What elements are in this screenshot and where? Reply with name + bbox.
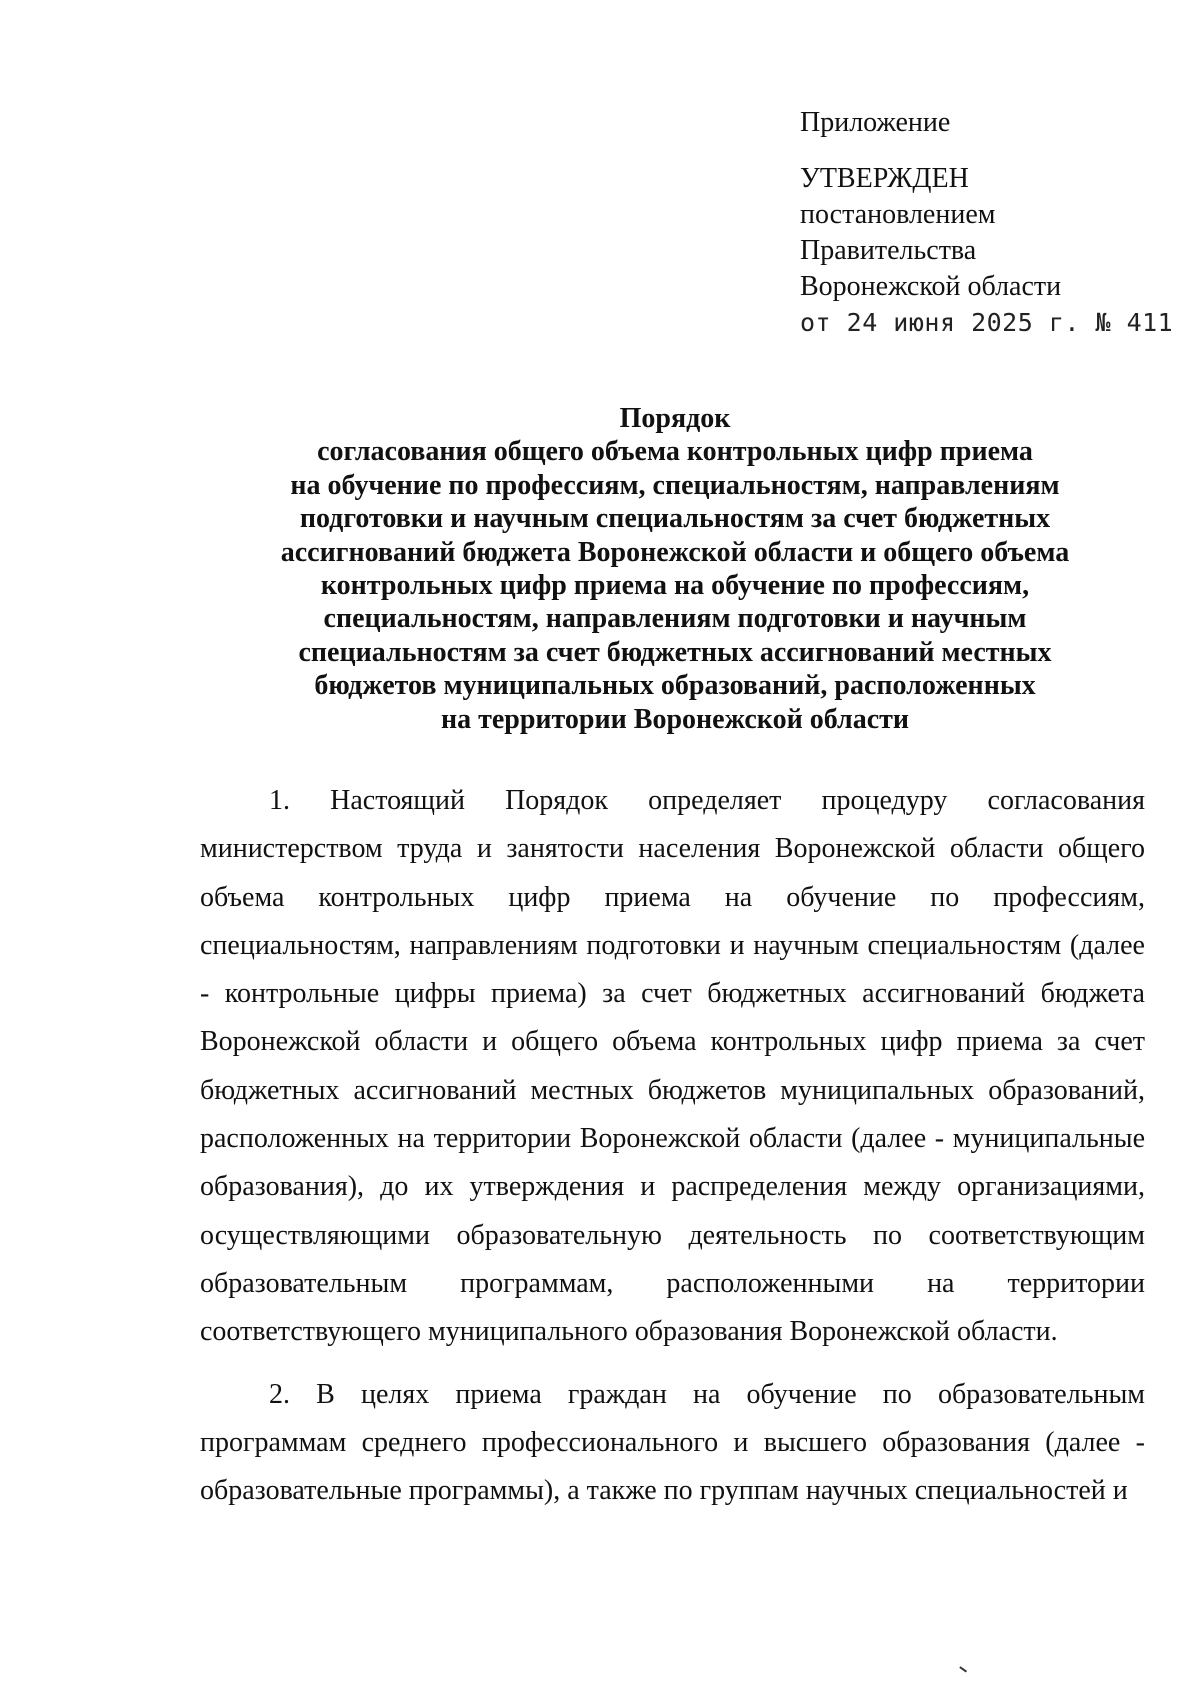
title-line-3: подготовки и научным специальностям за счет бюджетных — [299, 503, 1051, 535]
scan-mark — [957, 1666, 967, 1676]
approval-line-2: Правительства — [800, 235, 977, 266]
approval-date-number: от 24 июня 2025 г. № 411 — [800, 308, 1174, 337]
title-line-1: согласования общего объема контрольных цифр приема — [317, 436, 1033, 468]
title-line-9: на территории Воронежской области — [440, 703, 910, 735]
approval-line-1: постановлением — [800, 199, 996, 230]
document-body — [200, 777, 1145, 1529]
approval-line-3: Воронежской области — [800, 271, 1062, 302]
paragraph-1: 1. Настоящий Порядок определяет процедуру согласования министерством труда и занятости населения Воронежской области общего объема контрольных цифр приема на обучение по профессиям, специальностям, направлениям подготовки и научным специальностям (далее - контрольные цифры приема) за счет бюджетных ассигнований бюджета Воронежской области и общего объема контрольных цифр приема за счет бюджетных ассигнований местных бюджетов муниципальных образований, расположенных на территории Воронежской области (далее - муниципальные образования), до их утверждения и распределения между организациями, осуществляющими образовательную деятельность по соответствующим образовательным программам, расположенными на территории соответствующего муниципального образования Воронежской области. — [200, 785, 1145, 1348]
approval-block — [800, 105, 1173, 341]
appendix-label: Приложение — [800, 107, 951, 138]
title-line-5: контрольных цифр приема на обучение по профессиям, — [320, 570, 1030, 602]
paragraph-2: 2. В целях приема граждан на обучение по образовательным программам среднего профессионального и высшего образования (далее - образовательные программы), а также по группам научных специальностей и — [200, 1378, 1145, 1507]
title-line-2: на обучение по профессиям, специальностям, направлениям — [290, 469, 1060, 501]
document-title — [200, 402, 1150, 736]
title-line-8: бюджетов муниципальных образований, расположенных — [314, 670, 1036, 702]
title-line-6: специальностям, направлениям подготовки и научным — [323, 603, 1027, 635]
title-line-7: специальностям за счет бюджетных ассигнований местных — [298, 636, 1052, 668]
title-heading: Порядок — [619, 403, 731, 434]
approved-label: УТВЕРЖДЕН — [800, 163, 969, 194]
title-line-4: ассигнований бюджета Воронежской области и общего объема — [280, 536, 1070, 568]
